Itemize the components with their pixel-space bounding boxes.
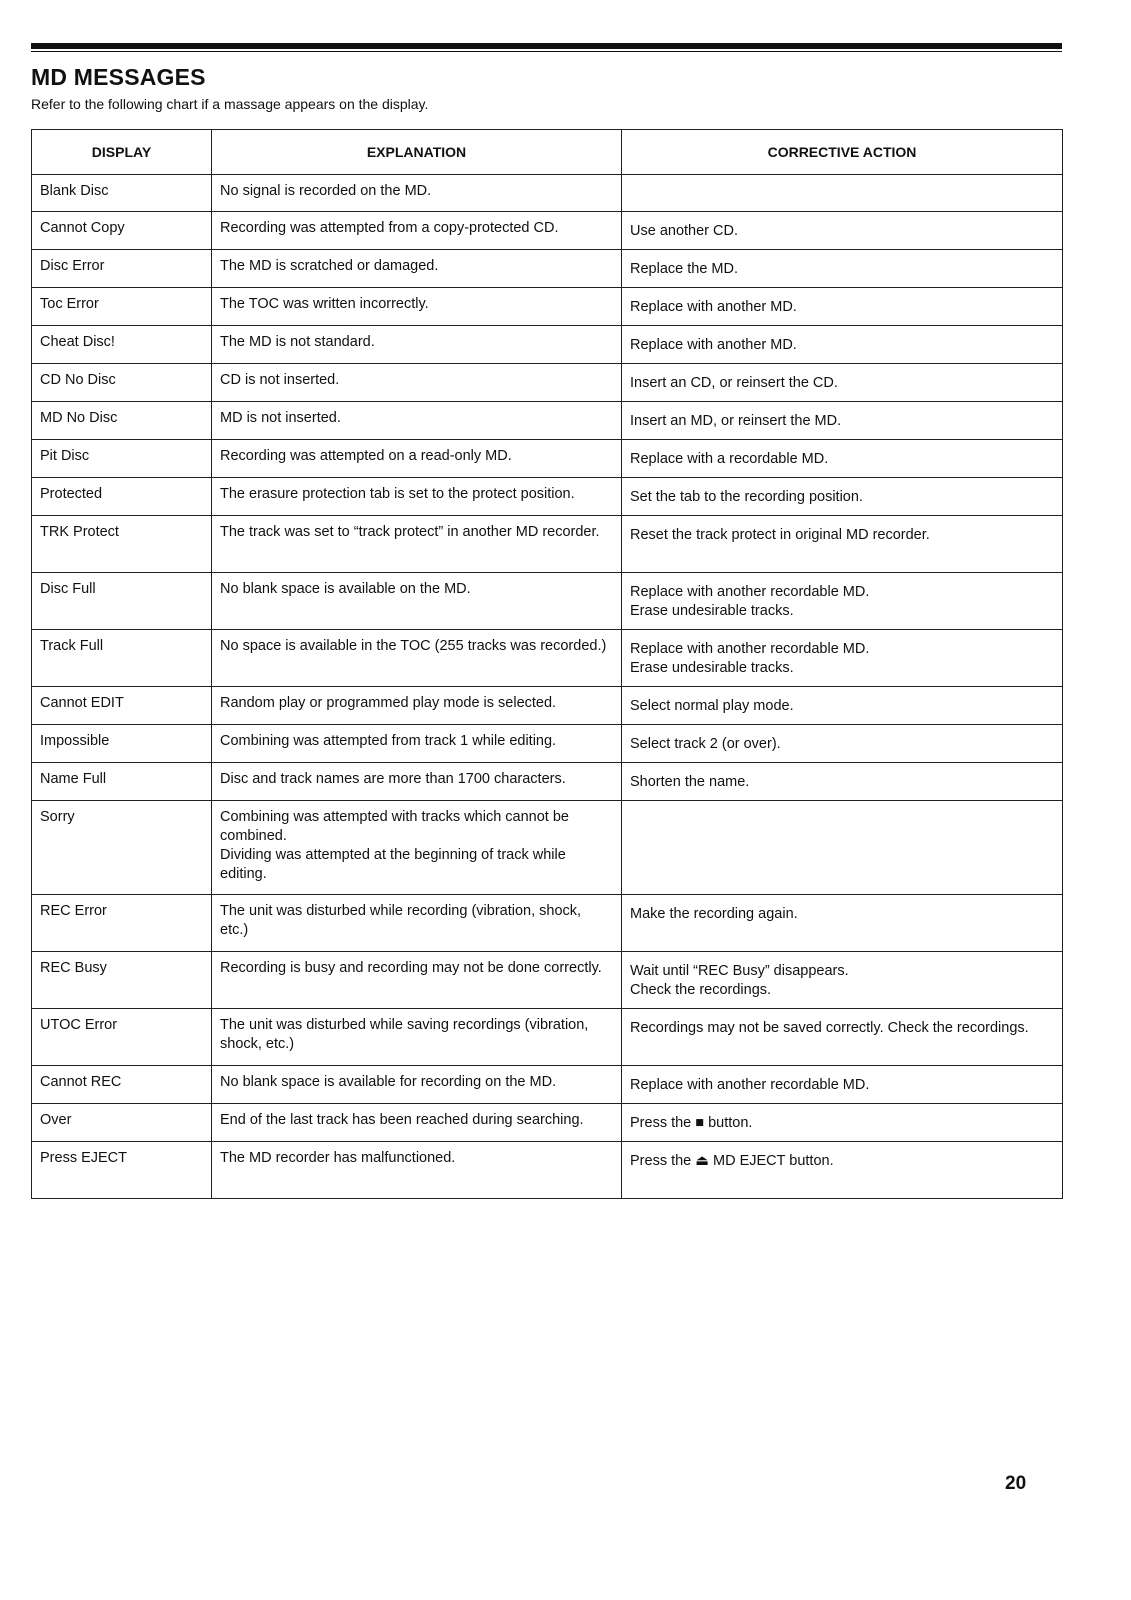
display-cell-text: Toc Error [40,296,99,312]
display-cell [32,630,212,687]
action-cell [622,895,1063,952]
display-cell-text: Pit Disc [40,448,90,464]
action-cell [622,1009,1063,1066]
explanation-cell [212,1104,622,1142]
display-cell-text: MD No Disc [40,410,118,426]
table-row [32,364,1063,402]
table-row [32,516,1063,573]
action-cell [622,801,1063,895]
explanation-cell-text: No blank space is available on the MD. [220,581,471,597]
action-cell [622,364,1063,402]
explanation-cell-text: Combining was attempted from track 1 while editing. [220,733,557,749]
display-cell [32,573,212,630]
explanation-cell-text: No space is available in the TOC (255 tracks was recorded.) [220,638,607,654]
header-display: DISPLAY [32,130,212,175]
table-row [32,687,1063,725]
explanation-cell [212,440,622,478]
display-cell-text: Cannot Copy [40,220,125,236]
explanation-cell-text: The track was set to “track protect” in another MD recorder. [220,524,600,540]
explanation-cell [212,402,622,440]
explanation-cell-text: Recording was attempted from a copy-protected CD. [220,220,559,236]
explanation-cell [212,516,622,573]
explanation-cell-text: Recording is busy and recording may not be done correctly. [220,960,602,976]
action-cell [622,725,1063,763]
action-cell-text: Recordings may not be saved correctly. Check the recordings. [630,1020,1029,1036]
action-cell-text: Press the ■ button. [630,1115,753,1131]
action-cell-text: Use another CD. [630,223,738,239]
action-cell-text: Replace with a recordable MD. [630,451,829,467]
explanation-cell-text: The unit was disturbed while recording (vibration, shock, etc.) [220,903,582,938]
display-cell [32,895,212,952]
action-cell-text: Make the recording again. [630,906,798,922]
table-row [32,250,1063,288]
header-corrective-action: CORRECTIVE ACTION [622,130,1063,175]
display-cell [32,175,212,212]
explanation-cell-text: Combining was attempted with tracks which cannot be combined. Dividing was attempted at the beginning of track while editing. [220,809,569,882]
table-row [32,573,1063,630]
action-cell [622,175,1063,212]
explanation-cell [212,212,622,250]
explanation-cell-text: Random play or programmed play mode is selected. [220,695,557,711]
display-cell-text: Cannot EDIT [40,695,124,711]
action-cell [622,440,1063,478]
explanation-cell [212,895,622,952]
action-cell-text: Insert an CD, or reinsert the CD. [630,375,838,391]
action-cell-text: Set the tab to the recording position. [630,489,863,505]
action-cell-text: Replace with another MD. [630,299,797,315]
action-cell-text: Replace with another recordable MD. [630,1077,870,1093]
display-cell-text: Disc Error [40,258,105,274]
explanation-cell [212,630,622,687]
display-cell-text: Press EJECT [40,1150,128,1166]
table-row [32,1066,1063,1104]
action-cell [622,1066,1063,1104]
action-cell [622,516,1063,573]
page-title: MD MESSAGES [31,64,206,90]
header-explanation: EXPLANATION [212,130,622,175]
action-cell-text: Reset the track protect in original MD recorder. [630,527,930,543]
action-cell-text: Select normal play mode. [630,698,794,714]
display-cell [32,1066,212,1104]
display-cell-text: TRK Protect [40,524,119,540]
action-cell [622,573,1063,630]
action-cell-text: Replace with another MD. [630,337,797,353]
display-cell [32,801,212,895]
display-cell-text: Track Full [40,638,104,654]
display-cell [32,364,212,402]
explanation-cell [212,1066,622,1104]
table-row [32,478,1063,516]
display-cell [32,250,212,288]
table-row [32,212,1063,250]
display-cell-text: Cannot REC [40,1074,122,1090]
action-cell [622,1142,1063,1199]
action-cell [622,687,1063,725]
action-cell [622,402,1063,440]
action-cell [622,478,1063,516]
display-cell-text: Cheat Disc! [40,334,115,350]
display-cell-text: UTOC Error [40,1017,118,1033]
table-row [32,1104,1063,1142]
display-cell [32,687,212,725]
explanation-cell-text: The erasure protection tab is set to the protect position. [220,486,575,502]
action-cell-text: Wait until “REC Busy” disappears. Check the recordings. [630,963,849,998]
action-cell [622,1104,1063,1142]
messages-table [31,129,1063,1199]
table-row [32,440,1063,478]
display-cell [32,212,212,250]
explanation-cell-text: The TOC was written incorrectly. [220,296,429,312]
action-cell [622,763,1063,801]
display-cell-text: Blank Disc [40,183,109,199]
table-row [32,801,1063,895]
explanation-cell [212,288,622,326]
display-cell [32,440,212,478]
action-cell-text: Insert an MD, or reinsert the MD. [630,413,842,429]
explanation-cell-text: Disc and track names are more than 1700 characters. [220,771,566,787]
action-cell [622,250,1063,288]
table-row [32,402,1063,440]
action-cell [622,952,1063,1009]
explanation-cell [212,250,622,288]
display-cell [32,478,212,516]
display-cell [32,402,212,440]
explanation-cell-text: MD is not inserted. [220,410,341,426]
action-cell-text: Replace with another recordable MD. Erase undesirable tracks. [630,641,870,676]
explanation-cell [212,175,622,212]
explanation-cell-text: The MD is scratched or damaged. [220,258,439,274]
explanation-cell-text: No signal is recorded on the MD. [220,183,432,199]
table-row [32,630,1063,687]
explanation-cell [212,725,622,763]
display-cell-text: CD No Disc [40,372,116,388]
explanation-cell [212,952,622,1009]
action-cell-text: Replace with another recordable MD. Erase undesirable tracks. [630,584,870,619]
action-cell [622,212,1063,250]
display-cell-text: Name Full [40,771,107,787]
action-cell [622,288,1063,326]
display-cell [32,516,212,573]
action-cell-text: Press the ⏏ MD EJECT button. [630,1153,834,1169]
explanation-cell-text: The unit was disturbed while saving recordings (vibration, shock, etc.) [220,1017,589,1052]
explanation-cell-text: Recording was attempted on a read-only MD. [220,448,512,464]
table-row [32,1142,1063,1199]
display-cell-text: REC Busy [40,960,107,976]
display-cell-text: Protected [40,486,103,502]
explanation-cell [212,364,622,402]
explanation-cell-text: No blank space is available for recording on the MD. [220,1074,557,1090]
page-number: 20 [1005,1473,1027,1494]
display-cell [32,1142,212,1199]
table-row [32,1009,1063,1066]
display-cell-text: Impossible [40,733,110,749]
display-cell-text: Over [40,1112,72,1128]
display-cell [32,725,212,763]
action-cell-text: Replace the MD. [630,261,738,277]
explanation-cell [212,687,622,725]
intro-text: Refer to the following chart if a massage appears on the display. [31,96,429,112]
table-row [32,725,1063,763]
display-cell-text: Sorry [40,809,75,825]
top-rule [31,43,1062,49]
action-cell [622,326,1063,364]
explanation-cell [212,801,622,895]
table-row [32,288,1063,326]
explanation-cell-text: End of the last track has been reached during searching. [220,1112,584,1128]
explanation-cell [212,763,622,801]
display-cell-text: REC Error [40,903,107,919]
explanation-cell [212,326,622,364]
display-cell [32,1104,212,1142]
display-cell-text: Disc Full [40,581,96,597]
explanation-cell [212,478,622,516]
display-cell [32,1009,212,1066]
table-row [32,175,1063,212]
explanation-cell [212,1009,622,1066]
display-cell [32,288,212,326]
display-cell [32,952,212,1009]
table-row [32,763,1063,801]
top-rule-thin [31,51,1062,52]
display-cell [32,326,212,364]
table-row [32,326,1063,364]
table-row [32,952,1063,1009]
table-header-row [32,130,1063,175]
explanation-cell-text: The MD is not standard. [220,334,375,350]
action-cell [622,630,1063,687]
action-cell-text: Select track 2 (or over). [630,736,781,752]
table-row [32,895,1063,952]
action-cell-text: Shorten the name. [630,774,750,790]
explanation-cell [212,573,622,630]
explanation-cell-text: The MD recorder has malfunctioned. [220,1150,456,1166]
display-cell [32,763,212,801]
explanation-cell [212,1142,622,1199]
explanation-cell-text: CD is not inserted. [220,372,340,388]
